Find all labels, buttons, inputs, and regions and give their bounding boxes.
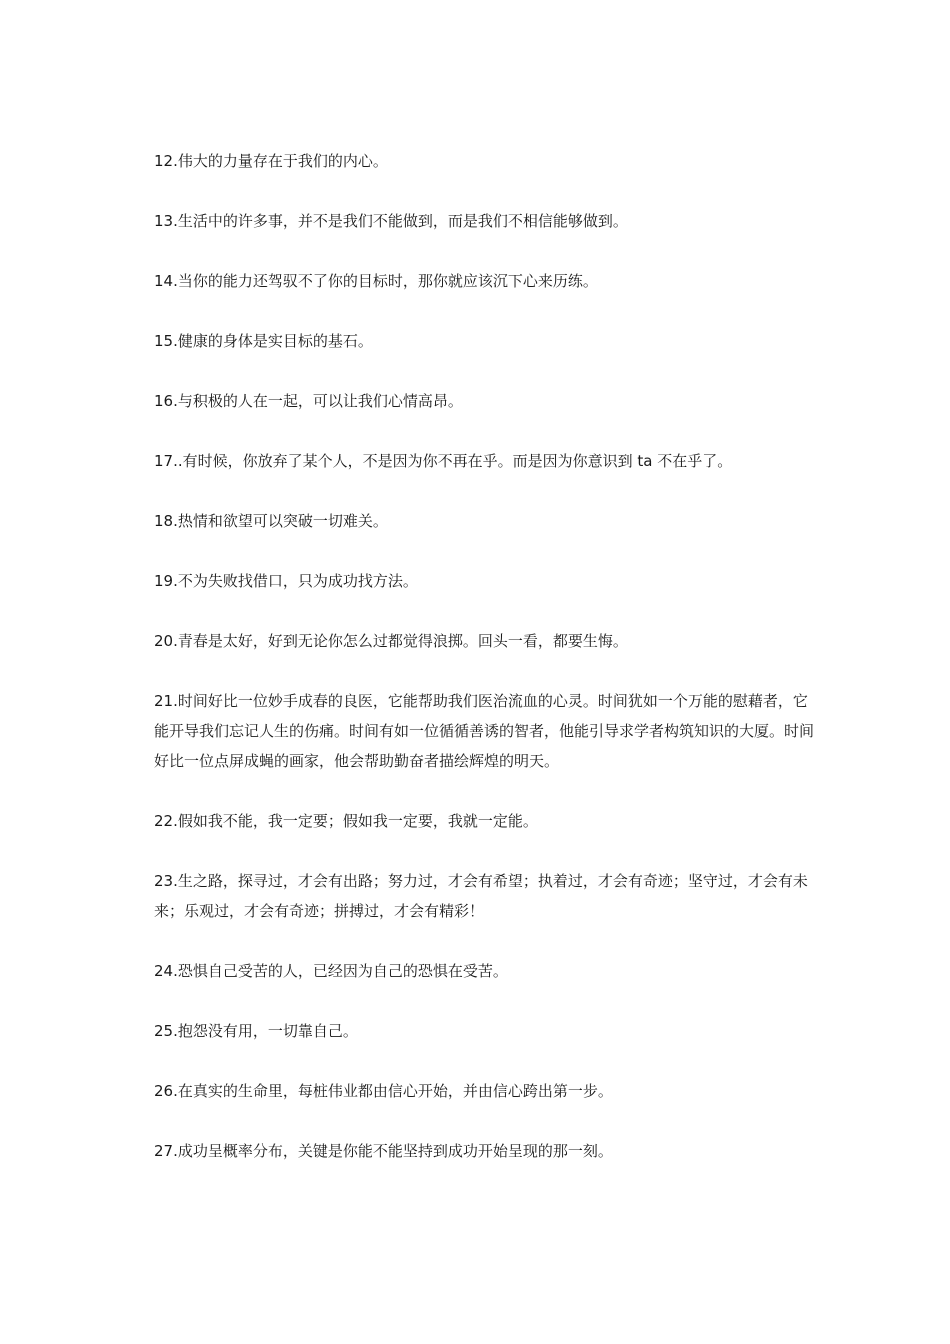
quote-14: 14.当你的能力还驾驭不了你的目标时，那你就应该沉下心来历练。 — [154, 272, 598, 290]
quote-13: 13.生活中的许多事，并不是我们不能做到，而是我们不相信能够做到。 — [154, 212, 628, 230]
quote-25: 25.抱怨没有用，一切靠自己。 — [154, 1022, 358, 1040]
quote-16: 16.与积极的人在一起，可以让我们心情高昂。 — [154, 392, 463, 410]
quote-15: 15.健康的身体是实目标的基石。 — [154, 332, 373, 350]
quote-20: 20.青春是太好，好到无论你怎么过都觉得浪掷。回头一看，都要生悔。 — [154, 632, 628, 650]
quote-24: 24.恐惧自己受苦的人，已经因为自己的恐惧在受苦。 — [154, 962, 508, 980]
quote-21: 21.时间好比一位妙手成春的良医，它能帮助我们医治流血的心灵。时间犹如一个万能的慰藉者，它能开导我们忘记人生的伤痛。时间有如一位循循善诱的智者，他能引导求学者构筑知识的大厦。时间好比一位点屏成蝇的画家，他会帮助勤奋者描绘辉煌的明天。 — [154, 692, 815, 770]
quote-27: 27.成功呈概率分布，关键是你能不能坚持到成功开始呈现的那一刻。 — [154, 1142, 613, 1160]
quote-19: 19.不为失败找借口，只为成功找方法。 — [154, 572, 418, 590]
quote-26: 26.在真实的生命里，每桩伟业都由信心开始，并由信心跨出第一步。 — [154, 1082, 613, 1100]
document-page — [154, 146, 814, 1196]
quote-12: 12.伟大的力量存在于我们的内心。 — [154, 152, 388, 170]
quote-17: 17..有时候，你放弃了某个人，不是因为你不再在乎。而是因为你意识到 ta 不在乎了。 — [154, 452, 733, 470]
quote-23: 23.生之路，探寻过，才会有出路；努力过，才会有希望；执着过，才会有奇迹；坚守过，才会有未来；乐观过，才会有奇迹；拼搏过，才会有精彩！ — [154, 872, 808, 920]
quote-22: 22.假如我不能，我一定要；假如我一定要，我就一定能。 — [154, 812, 538, 830]
quote-18: 18.热情和欲望可以突破一切难关。 — [154, 512, 388, 530]
